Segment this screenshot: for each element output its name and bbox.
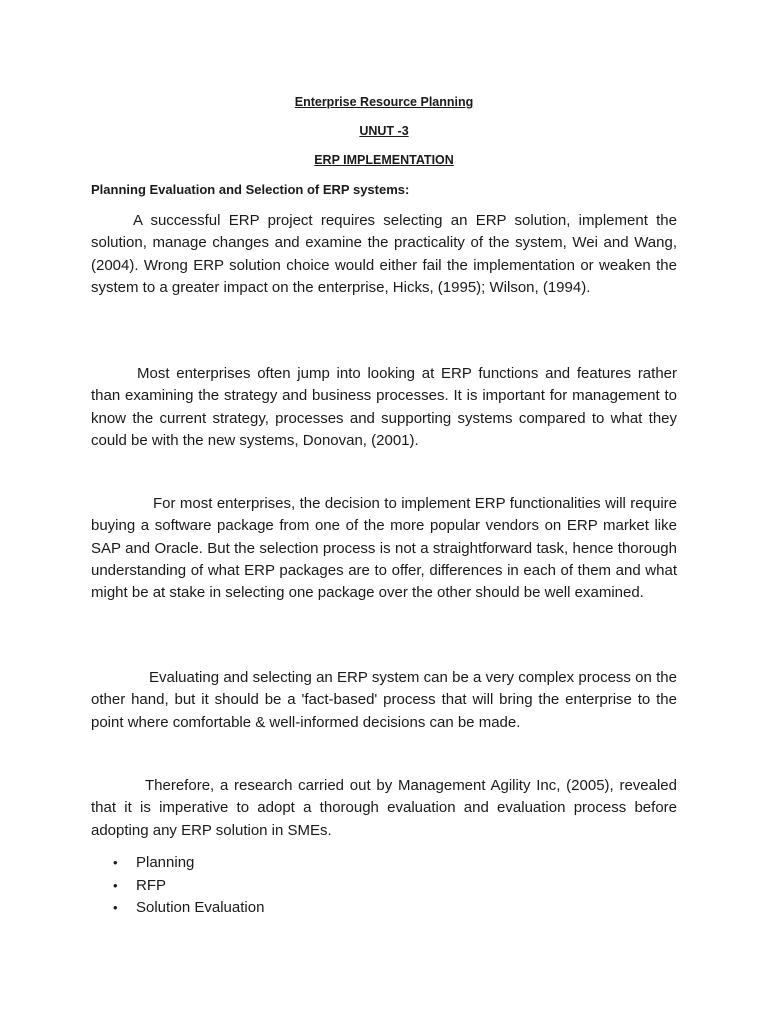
bullet-icon: • xyxy=(113,900,118,915)
bullet-list xyxy=(91,852,264,920)
document-title: Enterprise Resource Planning xyxy=(294,95,474,109)
bullet-text: RFP xyxy=(136,876,166,894)
paragraph-4: Evaluating and selecting an ERP system can be a very complex process on the other hand, but it should be a 'fact-based' process that will bring the enterprise to the point where comfortable & well-informed decisions can be made. xyxy=(91,669,677,731)
list-item xyxy=(91,897,264,920)
paragraph-2: Most enterprises often jump into looking at ERP functions and features rather than examining the strategy and business processes. It is important for management to know the current strategy, processes and supporting systems compared to what they could be with the new systems, Donovan, (2001). xyxy=(91,365,677,449)
paragraph-5: Therefore, a research carried out by Management Agility Inc, (2005), revealed that it is imperative to adopt a thorough evaluation and evaluation process before adopting any ERP solution in SMEs. xyxy=(91,777,677,839)
chapter-heading: ERP IMPLEMENTATION xyxy=(314,153,454,167)
bullet-icon: • xyxy=(113,877,118,893)
list-item xyxy=(91,852,264,875)
list-item xyxy=(91,875,264,898)
unit-label: UNUT -3 xyxy=(359,124,409,138)
section-heading: Planning Evaluation and Selection of ERP systems: xyxy=(91,182,410,197)
bullet-icon: • xyxy=(113,855,118,870)
bullet-text: Planning xyxy=(136,854,195,871)
paragraph-1: A successful ERP project requires selecting an ERP solution, implement the solution, manage changes and examine the practicality of the system, Wei and Wang, (2004). Wrong ERP solution choice would either fail the implementation or weaken the system to a greater impact on the enterprise, Hicks, (1995); Wilson, (1994). xyxy=(91,212,677,296)
paragraph-3: For most enterprises, the decision to implement ERP functionalities will require buying a software package from one of the more popular vendors on ERP market like SAP and Oracle. But the selection process is not a straightforward task, hence thorough understanding of what ERP packages are to offer, differences in each of them and what might be at stake in selecting one package over the other should be well examined. xyxy=(91,495,677,602)
bullet-text: Solution Evaluation xyxy=(136,899,265,916)
